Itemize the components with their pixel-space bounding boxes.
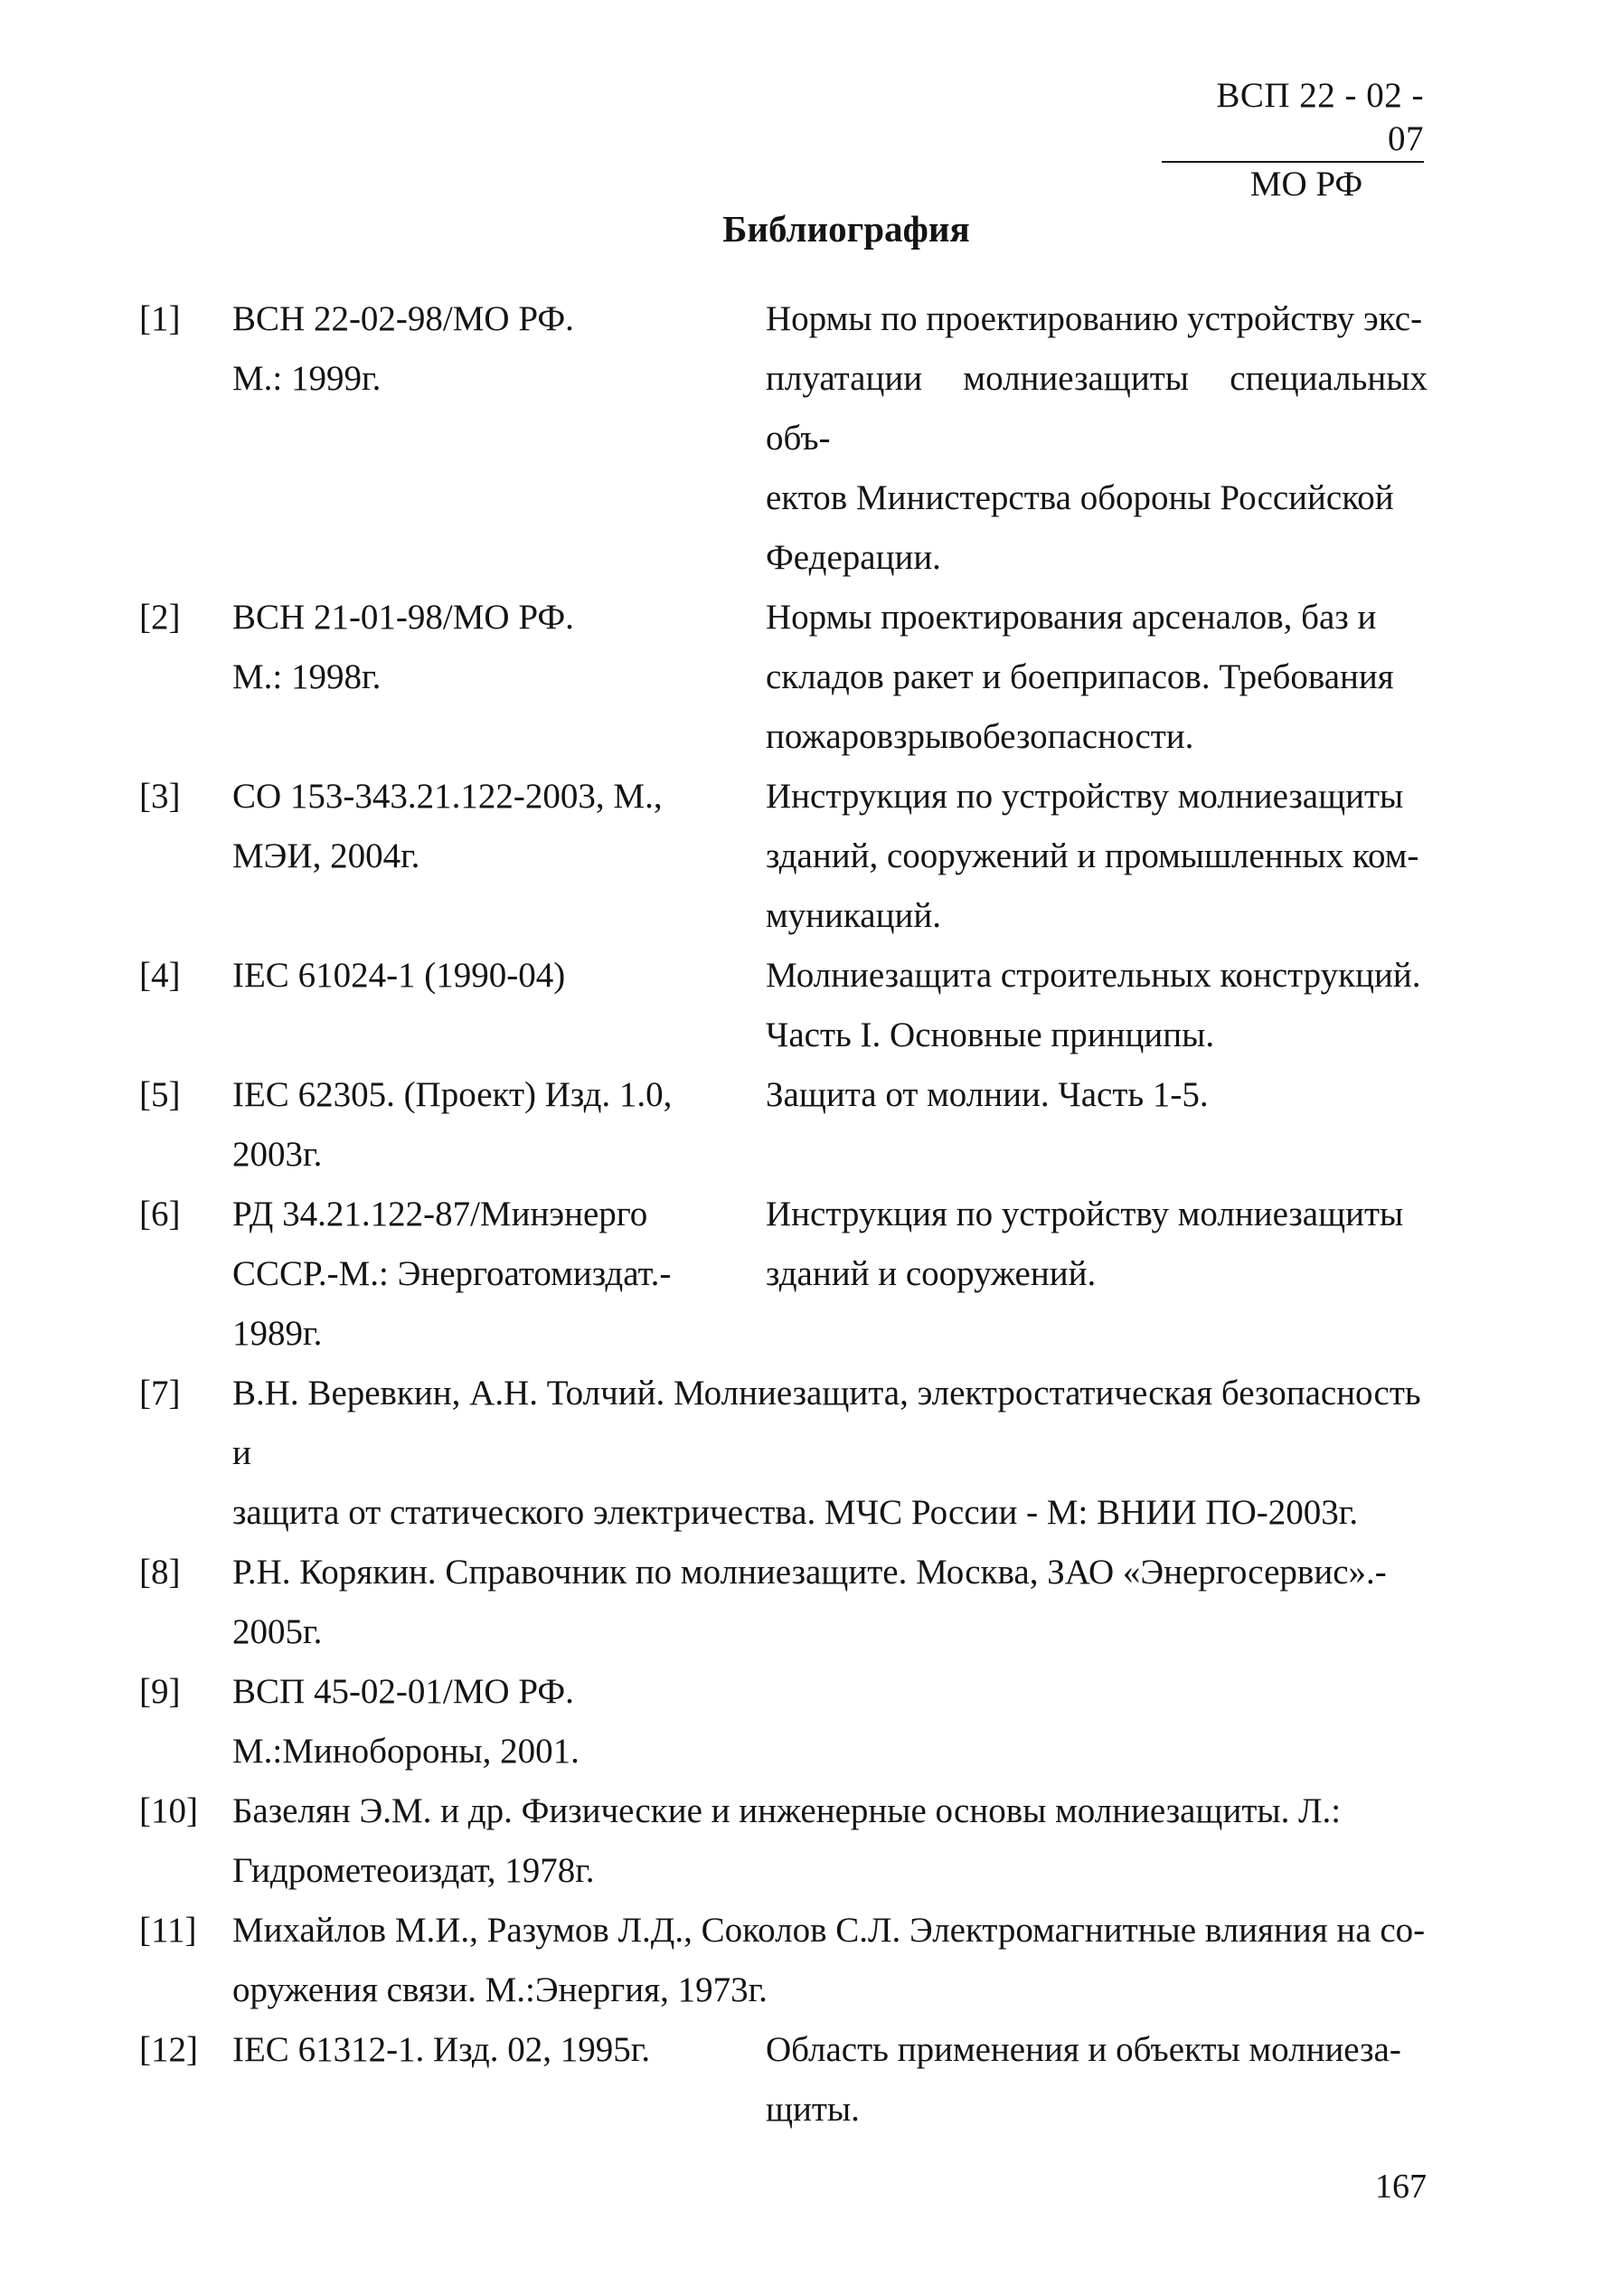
entry-description: Инструкция по устройству молниезащиты зданий, сооружений и промышленных ком- муникаций.: [766, 777, 1419, 935]
entry-text: ВСП 45-02-01/МО РФ. М.:Минобороны, 2001.: [232, 1672, 580, 1771]
entry-source: IEC 61312-1. Изд. 02, 1995г.: [232, 2030, 651, 2069]
entry-number: [2]: [139, 598, 181, 637]
entry-description: Нормы по проектированию устройству экс- плуатации молниезащиты специальных объ- ектов Министерства обороны Российской Федерации.: [766, 299, 1428, 577]
entry-number: [3]: [139, 777, 181, 816]
document-code: ВСП 22 - 02 - 07: [1162, 74, 1424, 163]
bibliography-entry-7: [139, 1364, 1428, 1543]
entry-number: [7]: [139, 1374, 181, 1413]
entry-number: [1]: [139, 299, 181, 338]
bibliography-entry-2: [139, 588, 1428, 767]
entry-number: [11]: [139, 1911, 197, 1950]
bibliography-entry-9: [139, 1662, 1428, 1781]
bibliography-entry-8: [139, 1543, 1428, 1662]
entry-description: Защита от молнии. Часть 1-5.: [766, 1075, 1209, 1114]
bibliography-entry-6: [139, 1185, 1428, 1364]
entry-number: [5]: [139, 1075, 181, 1114]
entry-source: IEC 62305. (Проект) Изд. 1.0, 2003г.: [232, 1075, 673, 1174]
bibliography-entry-11: [139, 1901, 1428, 2020]
entry-number: [12]: [139, 2030, 198, 2069]
page-number: 167: [1375, 2168, 1427, 2206]
bibliography-list: [139, 289, 1428, 2140]
entry-number: [9]: [139, 1672, 181, 1711]
entry-source: ВСН 22-02-98/МО РФ. М.: 1999г.: [232, 299, 574, 398]
entry-source: РД 34.21.122-87/Минэнерго СССР.-М.: Энергоатомиздат.- 1989г.: [232, 1195, 672, 1353]
entry-source: IEC 61024-1 (1990-04): [232, 956, 566, 995]
bibliography-entry-3: [139, 767, 1428, 946]
bibliography-entry-10: [139, 1781, 1428, 1901]
entry-number: [8]: [139, 1553, 181, 1592]
entry-number: [6]: [139, 1195, 181, 1233]
page-title: Библиография: [722, 208, 970, 250]
entry-text: Р.Н. Корякин. Справочник по молниезащите. Москва, ЗАО «Энергосервис».- 2005г.: [232, 1553, 1387, 1651]
document-header: [1162, 74, 1424, 206]
bibliography-entry-5: [139, 1065, 1428, 1185]
entry-description: Область применения и объекты молниеза- щиты.: [766, 2030, 1401, 2129]
entry-number: [10]: [139, 1791, 198, 1830]
bibliography-entry-12: [139, 2020, 1428, 2140]
entry-description: Инструкция по устройству молниезащиты зданий и сооружений.: [766, 1195, 1404, 1293]
entry-text: В.Н. Веревкин, А.Н. Толчий. Молниезащита, электростатическая безопасность и защита от статического электричества. МЧС России - М: ВНИИ ПО-2003г.: [232, 1374, 1421, 1532]
bibliography-entry-1: [139, 289, 1428, 588]
entry-source: СО 153-343.21.122-2003, М., МЭИ, 2004г.: [232, 777, 663, 875]
entry-description: Нормы проектирования арсеналов, баз и складов ракет и боеприпасов. Требования пожаровзрывобезопасности.: [766, 598, 1394, 756]
entry-source: ВСН 21-01-98/МО РФ. М.: 1998г.: [232, 598, 574, 696]
entry-text: Базелян Э.М. и др. Физические и инженерные основы молниезащиты. Л.: Гидрометеоиздат, 1978г.: [232, 1791, 1342, 1890]
bibliography-entry-4: [139, 946, 1428, 1065]
document-organization: МО РФ: [1249, 165, 1363, 203]
entry-text: Михайлов М.И., Разумов Л.Д., Соколов С.Л. Электромагнитные влияния на со- оружения связи. М.:Энергия, 1973г.: [232, 1911, 1426, 2009]
entry-description: Молниезащита строительных конструкций. Часть I. Основные принципы.: [766, 956, 1421, 1054]
entry-number: [4]: [139, 956, 181, 995]
